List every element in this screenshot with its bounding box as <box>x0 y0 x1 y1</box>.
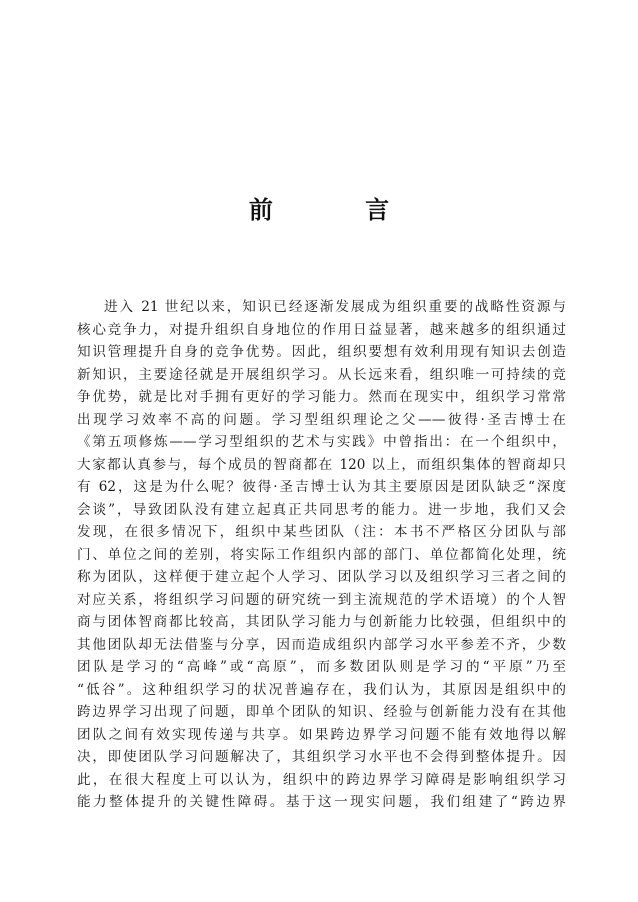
text-line: 团队是学习的“高峰”或“高原”，而多数团队则是学习的“平原”乃至 <box>77 659 566 675</box>
text-line: 称为团队，这样便于建立起个人学习、团队学习以及组织学习三者之间的 <box>77 569 566 585</box>
text-line: 大家都认真参与，每个成员的智商都在 120 以上，而组织集体的智商却只 <box>77 456 566 473</box>
text-line: 《第五项修炼——学习型组织的艺术与实践》中曾指出：在一个组织中， <box>77 434 566 450</box>
text-line: 团队之间有效实现传递与共享。如果跨边界学习问题不能有效地得以解 <box>77 726 566 743</box>
text-line: 决，即使团队学习问题解决了，其组织学习水平也不会得到整体提升。因 <box>77 749 566 765</box>
text-line: 核心竞争力，对提升组织自身地位的作用日益显著，越来越多的组织通过 <box>77 321 566 338</box>
text-line: 其他团队却无法借鉴与分享，因而造成组织内部学习水平参差不齐，少数 <box>77 636 566 653</box>
text-line: 有 62，这是为什么呢？彼得·圣吉博士认为其主要原因是团队缺乏“深度 <box>77 479 566 495</box>
text-line: “低谷”。这种组织学习的状况普遍存在，我们认为，其原因是组织中的 <box>77 681 566 698</box>
text-line: 对应关系，将组织学习问题的研究统一到主流规范的学术语境）的个人智 <box>77 591 566 608</box>
text-line: 门、单位之间的差别，将实际工作组织内部的部门、单位都简化处理，统 <box>77 546 566 563</box>
text-line: 会谈”，导致团队没有建立起真正共同思考的能力。进一步地，我们又会 <box>77 501 566 518</box>
text-line: 商与团体智商都比较高，其团队学习能力与创新能力比较强，但组织中的 <box>77 614 566 630</box>
text-line: 此，在很大程度上可以认为，组织中的跨边界学习障碍是影响组织学习 <box>77 771 566 788</box>
text-line: 出现学习效率不高的问题。学习型组织理论之父——彼得·圣吉博士在 <box>77 411 566 428</box>
preface-paragraph <box>77 296 566 814</box>
text-line: 知识管理提升自身的竞争优势。因此，组织要想有效利用现有知识去创造 <box>77 344 566 360</box>
text-line: 争优势，就是比对手拥有更好的学习能力。然而在现实中，组织学习常常 <box>77 389 566 405</box>
text-line: 跨边界学习出现了问题，即单个团队的知识、经验与创新能力没有在其他 <box>77 704 566 720</box>
text-line: 发现，在很多情况下，组织中某些团队（注：本书不严格区分团队与部 <box>77 524 566 540</box>
text-line: 进入 21 世纪以来，知识已经逐渐发展成为组织重要的战略性资源与 <box>104 299 566 315</box>
page-title: 前 言 <box>248 195 432 224</box>
text-line: 新知识，主要途径就是开展组织学习。从长远来看，组织唯一可持续的竞 <box>77 366 566 383</box>
text-line: 能力整体提升的关键性障碍。基于这一现实问题，我们组建了“跨边界 <box>77 794 566 810</box>
